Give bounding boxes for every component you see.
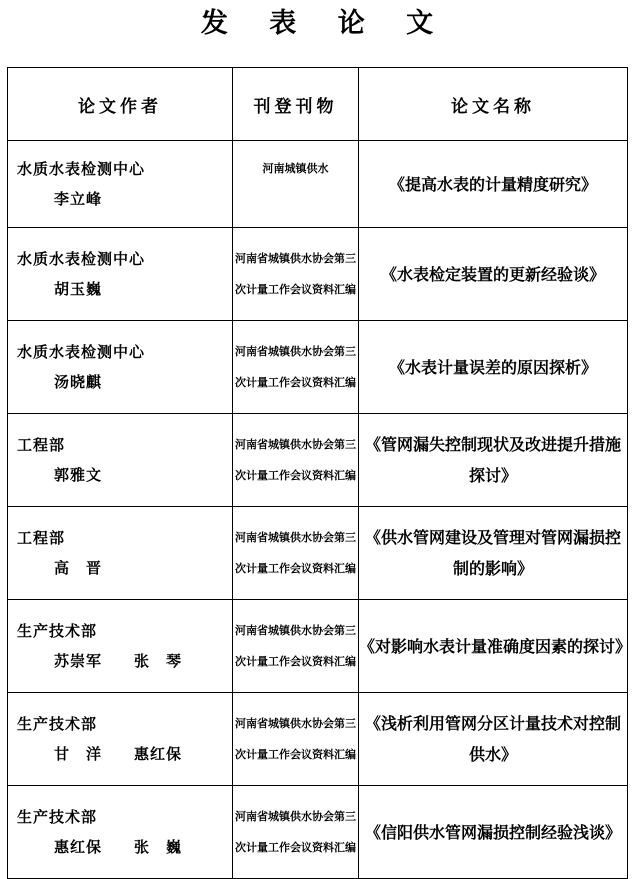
table-row bbox=[8, 693, 628, 786]
paper-title-cell: 《管网漏失控制现状及改进提升措施探讨》 bbox=[359, 414, 628, 507]
author-cell bbox=[8, 507, 233, 600]
papers-table bbox=[7, 67, 632, 879]
author-cell bbox=[8, 141, 233, 228]
table-row bbox=[8, 507, 628, 600]
author-department: 工程部 bbox=[17, 436, 66, 454]
author-cell bbox=[8, 693, 233, 786]
header-title: 论文名称 bbox=[359, 68, 628, 141]
author-department: 工程部 bbox=[17, 529, 66, 547]
journal-cell: 河南省城镇供水协会第三次计量工作会议资料汇编 bbox=[233, 228, 359, 321]
journal-cell: 河南省城镇供水协会第三次计量工作会议资料汇编 bbox=[233, 414, 359, 507]
author-department: 水质水表检测中心 bbox=[17, 160, 146, 178]
header-journal: 刊登刊物 bbox=[233, 68, 359, 141]
page-title: 发 表 论 文 bbox=[200, 8, 450, 39]
table-header-row bbox=[8, 68, 628, 141]
journal-cell: 河南省城镇供水协会第三次计量工作会议资料汇编 bbox=[233, 600, 359, 693]
author-department: 水质水表检测中心 bbox=[17, 343, 146, 361]
author-names: 惠红保 张 巍 bbox=[54, 838, 183, 856]
journal-cell: 河南省城镇供水协会第三次计量工作会议资料汇编 bbox=[233, 507, 359, 600]
author-names: 高 晋 bbox=[54, 559, 103, 577]
author-cell bbox=[8, 414, 233, 507]
paper-title-cell: 《信阳供水管网漏损控制经验浅谈》 bbox=[359, 786, 628, 879]
author-names: 郭雅文 bbox=[54, 466, 103, 484]
author-department: 生产技术部 bbox=[17, 622, 98, 640]
author-cell bbox=[8, 321, 233, 414]
journal-cell: 河南城镇供水 bbox=[233, 141, 359, 228]
paper-title-cell: 《对影响水表计量准确度因素的探讨》 bbox=[359, 600, 628, 693]
paper-title-cell: 《浅析利用管网分区计量技术对控制供水》 bbox=[359, 693, 628, 786]
table-row bbox=[8, 141, 628, 228]
journal-cell: 河南省城镇供水协会第三次计量工作会议资料汇编 bbox=[233, 321, 359, 414]
author-names: 胡玉巍 bbox=[54, 280, 103, 298]
author-names: 汤晓麒 bbox=[54, 373, 103, 391]
table-row bbox=[8, 321, 628, 414]
author-cell bbox=[8, 600, 233, 693]
paper-title-cell: 《水表计量误差的原因探析》 bbox=[359, 321, 628, 414]
paper-title-cell: 《水表检定装置的更新经验谈》 bbox=[359, 228, 628, 321]
author-department: 生产技术部 bbox=[17, 715, 98, 733]
paper-title-cell: 《提高水表的计量精度研究》 bbox=[359, 141, 628, 228]
paper-title-cell: 《供水管网建设及管理对管网漏损控制的影响》 bbox=[359, 507, 628, 600]
author-names: 甘 洋 惠红保 bbox=[54, 745, 183, 763]
table-row bbox=[8, 414, 628, 507]
table-row bbox=[8, 786, 628, 879]
journal-cell: 河南省城镇供水协会第三次计量工作会议资料汇编 bbox=[233, 786, 359, 879]
author-cell bbox=[8, 786, 233, 879]
table-row bbox=[8, 228, 628, 321]
table-row bbox=[8, 600, 628, 693]
author-cell bbox=[8, 228, 233, 321]
author-department: 水质水表检测中心 bbox=[17, 250, 146, 268]
journal-cell: 河南省城镇供水协会第三次计量工作会议资料汇编 bbox=[233, 693, 359, 786]
author-department: 生产技术部 bbox=[17, 808, 98, 826]
author-names: 李立峰 bbox=[54, 190, 103, 208]
header-author: 论文作者 bbox=[8, 68, 233, 141]
author-names: 苏崇军 张 琴 bbox=[54, 652, 183, 670]
